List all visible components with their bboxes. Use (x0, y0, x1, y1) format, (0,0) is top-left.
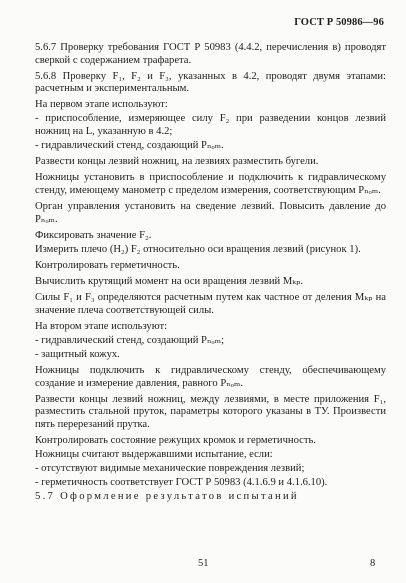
list-item-tightness-standard: - герметичность соответствует ГОСТ Р 50983 (4.1.6.9 и 4.1.6.10). (35, 477, 328, 489)
paragraph-stage-two-intro: На втором этапе используют: (35, 320, 168, 332)
paragraph-pass-criteria: Ножницы считают выдержавшими испытание, если: (35, 449, 273, 461)
paragraph-5-6-8: 5.6.8 Проверку F₁, F₂ и F₃, указанных в 4.2, проводят двумя этапами: расчетным и экспериментальным. (35, 70, 386, 95)
list-item-hydraulic-stand-2: - гидравлический стенд, создающий Pₙₒₘ; (35, 334, 225, 346)
paragraph-stage-one-intro: На первом этапе используют: (35, 99, 168, 111)
page-number-right: 8 (370, 558, 376, 569)
paragraph-forces-f1-f3: Силы F₁ и F₃ определяются расчетным путем как частное от деления Mₖₚ на значение плеча соответствующей силы. (35, 292, 386, 316)
section-heading-5-7: 5.7 Оформление результатов испытаний (35, 491, 299, 503)
document-header: ГОСТ Р 50986—96 (294, 17, 384, 28)
paragraph-5-6-7: 5.6.7 Проверку требования ГОСТ Р 50983 (4.4.2, перечисления в) проводят сверкой с содержанием трафарета. (35, 42, 386, 66)
paragraph-measure-arm: Измерить плечо (H₂) F₂ относительно оси вращения лезвий (рисунок 1). (35, 243, 361, 255)
list-item-fixture: - приспособление, измеряющее силу F₂ при разведении концов лезвий ножниц на L, указанную в 4.2; (35, 113, 386, 138)
page-number-center: 51 (198, 558, 209, 569)
paragraph-control-organ: Орган управления установить на сведение лезвий. Повысить давление до Pₙₒₘ. (35, 201, 386, 225)
paragraph-check-tightness: Контролировать герметичность. (35, 259, 180, 271)
list-item-hydraulic-stand: - гидравлический стенд, создающий Pₙₒₘ. (35, 140, 224, 152)
paragraph-compute-torque: Вычислить крутящий момент на оси вращения лезвий Mₖₚ. (35, 276, 303, 287)
list-item-no-damage: - отсутствуют видимые механические повреждения лезвий; (35, 463, 305, 475)
paragraph-record-f2: Фиксировать значение F₂. (35, 229, 152, 241)
paragraph-install-fixture: Ножницы установить в приспособление и подключить к гидравлическому стенду, имеющему манометр с пределом измерения, соответствующим Pₙₒₘ. (35, 172, 386, 196)
list-item-protective-cover: - защитный кожух. (35, 348, 120, 360)
paragraph-spread-blades: Развести концы лезвий ножниц, на лезвиях разместить бугели. (35, 156, 319, 168)
paragraph-connect-stand: Ножницы подключить к гидравлическому стенду, обеспечивающему создание и измерение давления, равного Pₙₒₘ. (35, 365, 386, 389)
document-body (35, 42, 386, 508)
paragraph-cut-rod: Развести концы лезвий ножниц, между лезвиями, в месте приложения F₁, разместить стальной пруток, параметры которого указаны в ТУ. Произвести пять перерезаний прутка. (35, 393, 386, 430)
paragraph-check-edges: Контролировать состояние режущих кромок и герметичность. (35, 435, 316, 447)
